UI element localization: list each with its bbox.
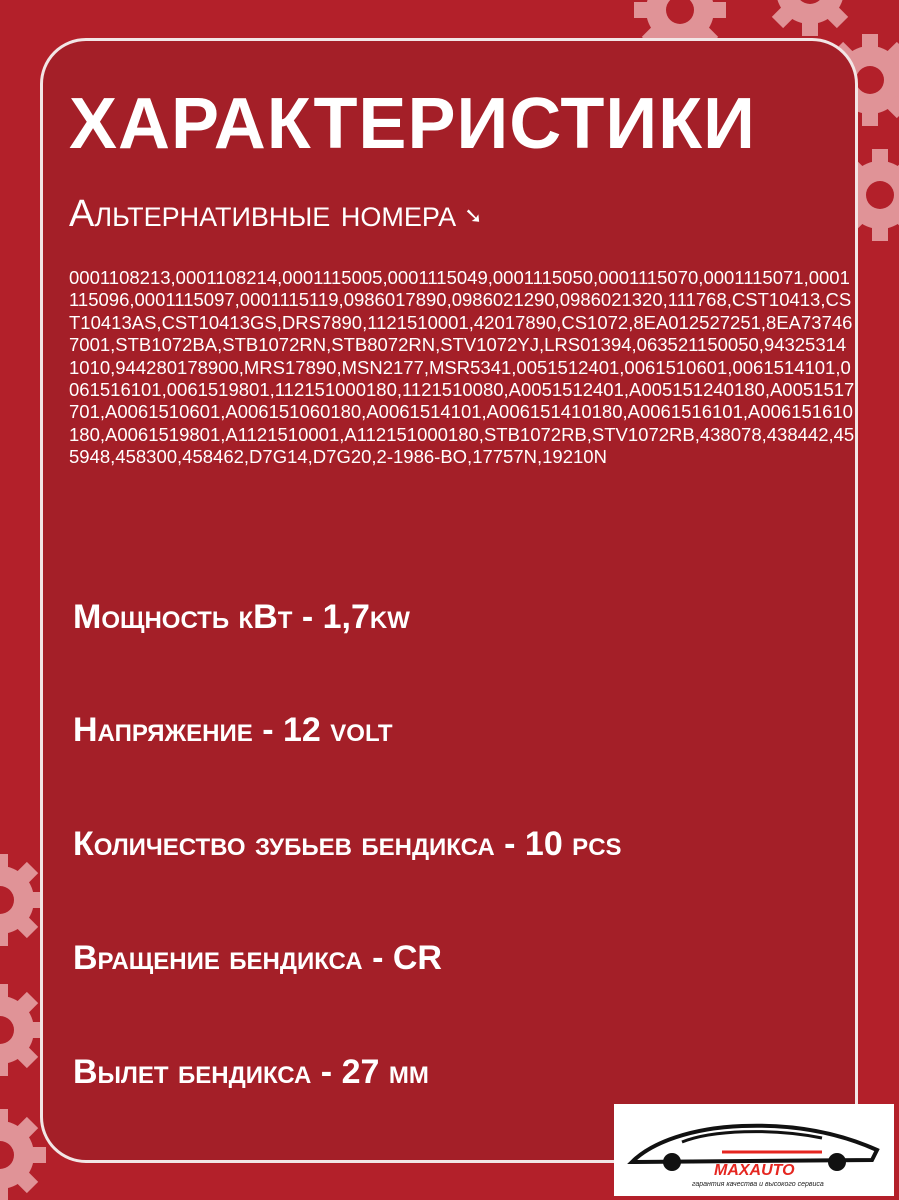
brand-name: MAXAUTO bbox=[714, 1162, 795, 1179]
spec-power: Мощность кВт - 1,7kw bbox=[73, 598, 410, 636]
spec-offset: Вылет бендикса - 27 мм bbox=[73, 1053, 429, 1091]
spec-value: 12 volt bbox=[283, 711, 393, 749]
spec-label: Вращение бендикса bbox=[73, 939, 363, 977]
page-title: ХАРАКТЕРИСТИКИ bbox=[69, 84, 756, 164]
spec-teeth: Количество зубьев бендикса - 10 pcs bbox=[73, 825, 622, 863]
spec-label: Мощность кВт bbox=[73, 598, 293, 636]
spec-value: 10 pcs bbox=[524, 825, 622, 863]
alt-numbers-list: 0001108213,0001108214,0001115005,0001115049,0001115050,0001115070,0001115071,0001115096,0001115097,0001115119,0986017890,0986021290,0986021320,111768,CST10413,CST10413AS,CST10413GS,DRS7890,1121510001,42017890,CS1072,8EA012527251,8EA737467001,STB1072BA,STB1072RN,STB8072RN,STV1072YJ,LRS01394,063521150050,943253141010,944280178900,MRS17890,MSN2177,MSR5341,0051512401,0061510601,0061514101,0061516101,0061519801,112151000180,1121510080,A0051512401,A005151240180,A0051517701,A0061510601,A006151060180,A0061514101,A006151410180,A0061516101,A006151610180,A0061519801,A1121510001,A112151000180,STB1072RB,STV1072RB,438078,438442,455948,458300,458462,D7G14,D7G20,2-1986-BO,17757N,19210N bbox=[69, 267, 855, 468]
spec-voltage: Напряжение - 12 volt bbox=[73, 711, 393, 749]
arrow-down-right-icon: ➘ bbox=[464, 202, 483, 228]
brand-slogan: гарантия качества и высокого сервиса bbox=[692, 1181, 824, 1188]
spec-label: Вылет бендикса bbox=[73, 1053, 312, 1091]
spec-card bbox=[40, 38, 858, 1163]
spec-value: 27 мм bbox=[341, 1053, 429, 1091]
spec-value: CR bbox=[392, 939, 442, 977]
spec-label: Количество зубьев бендикса bbox=[73, 825, 495, 863]
spec-value: 1,7kw bbox=[322, 598, 410, 636]
alt-numbers-heading-label: Альтернативные номера bbox=[69, 193, 457, 235]
spec-rotation: Вращение бендикса - CR bbox=[73, 939, 442, 977]
brand-logo bbox=[614, 1104, 894, 1196]
alt-numbers-heading bbox=[69, 193, 483, 236]
spec-label: Напряжение bbox=[73, 711, 253, 749]
